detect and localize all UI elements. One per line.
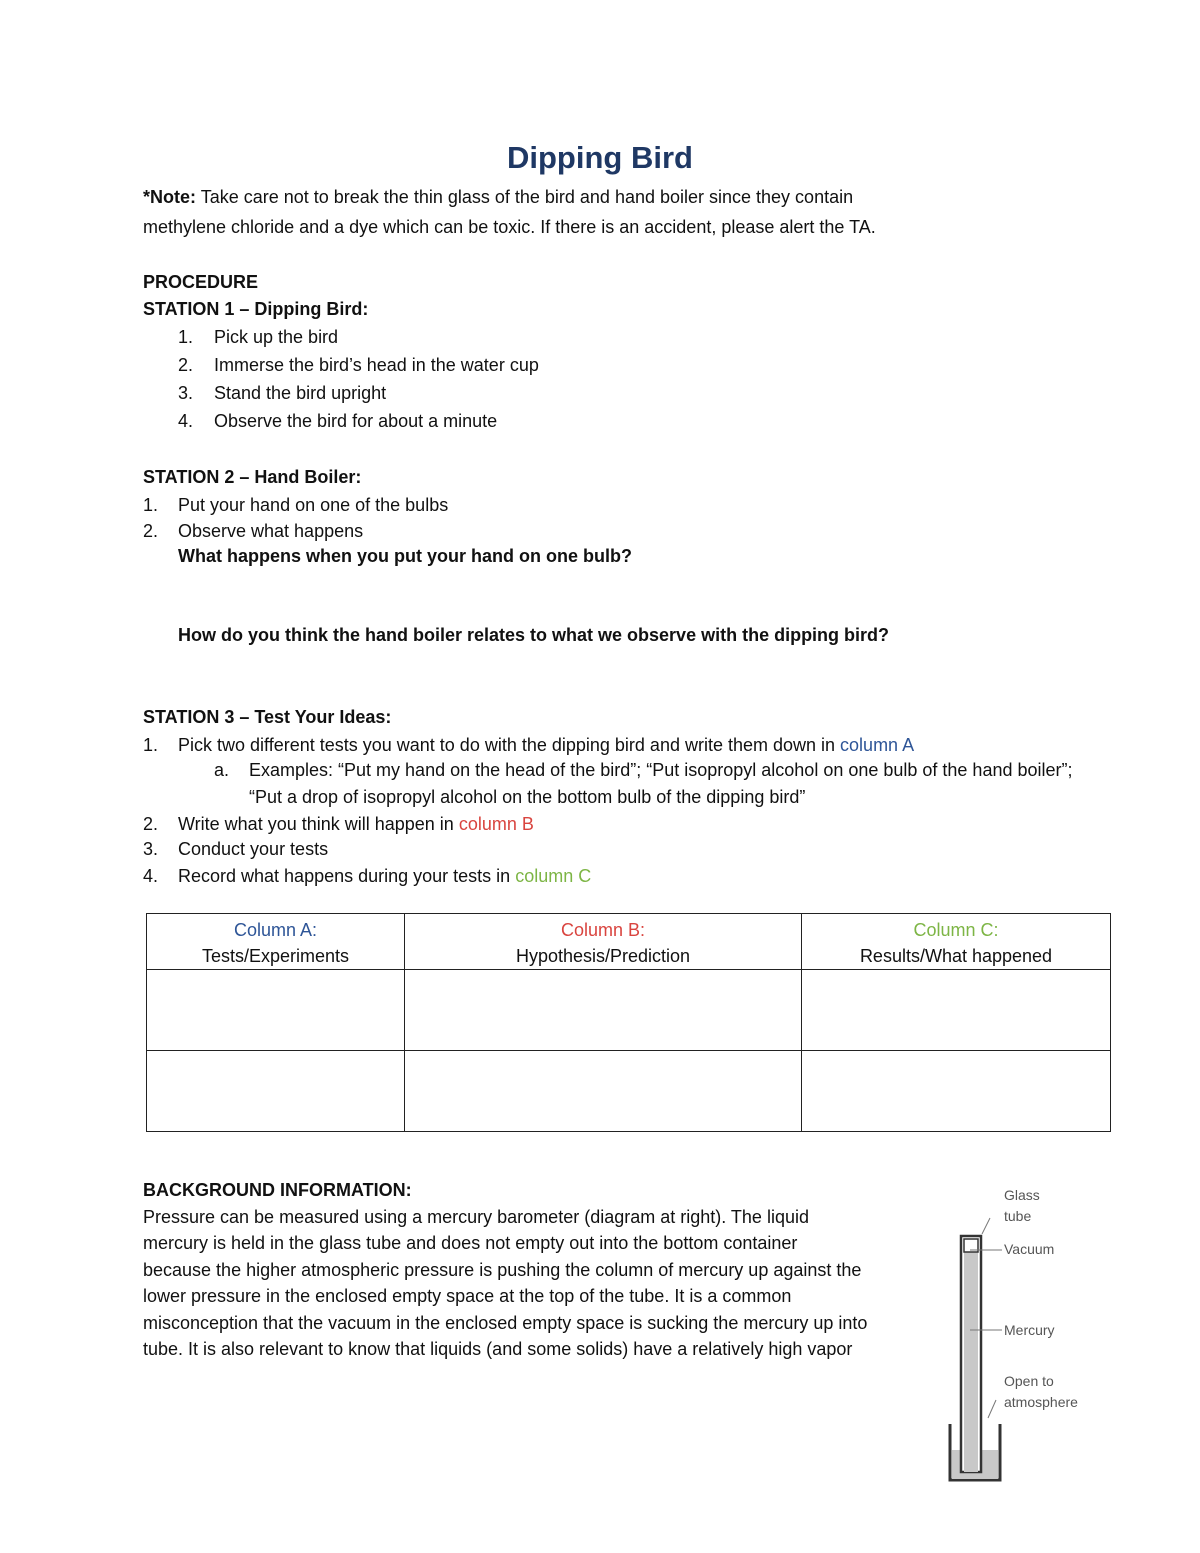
column-b-label: Column B: xyxy=(560,920,646,940)
station3-step-2-text: Write what you think will happen in xyxy=(178,814,454,834)
station3-step-1 xyxy=(178,732,914,758)
station1-step-text: Immerse the bird’s head in the water cup xyxy=(214,355,539,375)
open-pointer xyxy=(988,1400,996,1418)
background-line: because the higher atmospheric pressure is pushing the column of mercury up against the xyxy=(143,1260,862,1280)
note-line-2: methylene chloride and a dye which can be toxic. If there is an accident, please alert the TA. xyxy=(143,217,876,237)
station3-sub-line-2: “Put a drop of isopropyl alcohol on the bottom bulb of the dipping bird” xyxy=(249,787,806,807)
station1-step-text: Pick up the bird xyxy=(214,327,339,347)
background-heading: BACKGROUND INFORMATION: xyxy=(143,1180,412,1200)
note-label: *Note: xyxy=(143,187,196,207)
station3-step-num: 2. xyxy=(143,814,159,834)
label-tube: tube xyxy=(1004,1208,1032,1224)
background-line: misconception that the vacuum in the enclosed empty space is sucking the mercury up into xyxy=(143,1313,868,1333)
table-cell-input[interactable] xyxy=(405,1051,802,1132)
station2-step-text: Observe what happens xyxy=(178,521,364,541)
table-cell-input[interactable] xyxy=(147,970,405,1051)
table-cell-input[interactable] xyxy=(802,970,1111,1051)
tube-mercury xyxy=(964,1252,978,1472)
station1-step-num: 4. xyxy=(178,411,194,431)
column-a-label: Column A: xyxy=(233,920,318,940)
table-header-cell xyxy=(405,914,802,970)
label-atmosphere: atmosphere xyxy=(1004,1394,1078,1410)
table-cell-input[interactable] xyxy=(147,1051,405,1132)
page-title: Dipping Bird xyxy=(507,140,693,175)
station3-sub-line-1: Examples: “Put my hand on the head of the bird”; “Put isopropyl alcohol on one bulb of the hand boiler”; xyxy=(249,760,1073,780)
label-open-to: Open to xyxy=(1004,1373,1054,1389)
station1-step-text: Stand the bird upright xyxy=(214,383,387,403)
table-cell-input[interactable] xyxy=(802,1051,1111,1132)
background-line: lower pressure in the enclosed empty space at the top of the tube. It is a common xyxy=(143,1286,792,1306)
station2-question-2: How do you think the hand boiler relates to what we observe with the dipping bird? xyxy=(178,625,890,645)
procedure-heading: PROCEDURE xyxy=(143,272,259,292)
table-header-cell xyxy=(802,914,1111,970)
glass-pointer xyxy=(982,1218,990,1234)
background-line: Pressure can be measured using a mercury barometer (diagram at right). The liquid xyxy=(143,1207,809,1227)
station2-heading: STATION 2 – Hand Boiler: xyxy=(143,467,362,487)
station3-sub-num: a. xyxy=(214,760,230,780)
background-line: tube. It is also relevant to know that liquids (and some solids) have a relatively high vapor xyxy=(143,1339,853,1359)
label-glass: Glass xyxy=(1004,1187,1040,1203)
label-vacuum: Vacuum xyxy=(1004,1241,1055,1257)
station2-step-text: Put your hand on one of the bulbs xyxy=(178,495,449,515)
column-a-ref: column A xyxy=(840,735,915,755)
column-a-sub: Tests/Experiments xyxy=(201,946,350,966)
label-mercury: Mercury xyxy=(1004,1322,1055,1338)
column-c-sub: Results/What happened xyxy=(859,946,1053,966)
note-text-1: Take care not to break the thin glass of the bird and hand boiler since they contain xyxy=(200,187,854,207)
table-cell-input[interactable] xyxy=(405,970,802,1051)
background-line: mercury is held in the glass tube and does not empty out into the bottom container xyxy=(143,1233,798,1253)
barometer-diagram xyxy=(940,1182,1120,1484)
station2-step-num: 1. xyxy=(143,495,159,515)
experiment-table xyxy=(146,913,1111,1132)
station2-question-1: What happens when you put your hand on one bulb? xyxy=(178,546,632,566)
column-b-sub: Hypothesis/Prediction xyxy=(515,946,691,966)
station3-heading: STATION 3 – Test Your Ideas: xyxy=(143,707,392,727)
station3-step-3-text: Conduct your tests xyxy=(178,839,329,859)
station3-step-num: 1. xyxy=(143,735,159,755)
station3-step-1-text: Pick two different tests you want to do with the dipping bird and write them down in xyxy=(178,735,836,755)
column-b-ref: column B xyxy=(458,814,534,834)
station2-step-num: 2. xyxy=(143,521,159,541)
station3-step-num: 3. xyxy=(143,839,159,859)
station3-step-2 xyxy=(178,811,534,837)
station3-step-4-text: Record what happens during your tests in xyxy=(178,866,511,886)
table-row xyxy=(147,970,1111,1051)
column-c-ref: column C xyxy=(515,866,592,886)
station1-step-num: 3. xyxy=(178,383,194,403)
station1-step-text: Observe the bird for about a minute xyxy=(214,411,498,431)
column-c-label: Column C: xyxy=(913,920,999,940)
station3-step-4 xyxy=(178,863,591,889)
note-line-1 xyxy=(143,184,853,210)
table-header-row xyxy=(147,914,1111,970)
table-header-cell xyxy=(147,914,405,970)
station1-step-num: 2. xyxy=(178,355,194,375)
station1-step-num: 1. xyxy=(178,327,194,347)
station1-heading: STATION 1 – Dipping Bird: xyxy=(143,299,369,319)
station3-step-num: 4. xyxy=(143,866,159,886)
table-row xyxy=(147,1051,1111,1132)
